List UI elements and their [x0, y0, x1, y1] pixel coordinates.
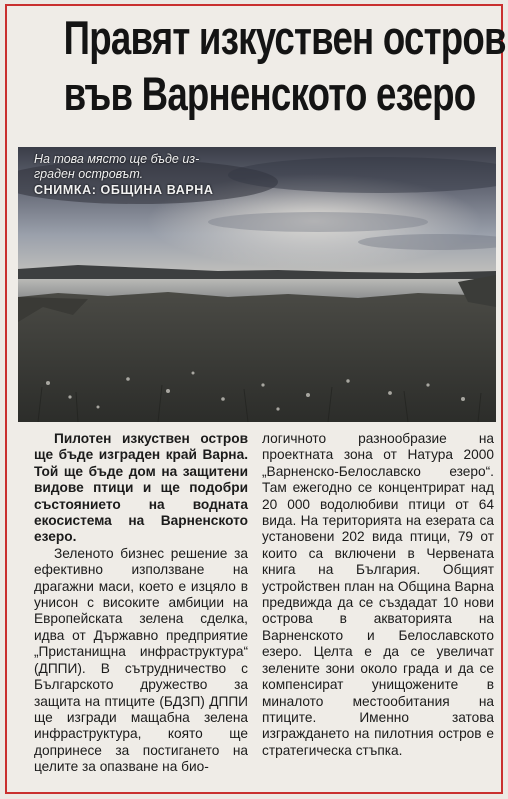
caption-line-2: граден островът. [34, 167, 144, 181]
article-column-right [262, 431, 494, 759]
article-lead: Пилотен изкуствен остров ще бъде изграден край Варна. Той ще бъде дом на защитени видове птици и ще подобри състоянието на водната екосистема на Варненското езеро. [34, 431, 248, 545]
photo-caption [34, 152, 214, 198]
photo-credit: СНИМКА: ОБЩИНА ВАРНА [34, 183, 214, 197]
headline [63, 10, 506, 122]
article-paragraph-1: Зеленото бизнес решение за ефективно използване на драгажни маси, което е изцяло в унисон с високите амбиции на Европейската зелена сделка, идва от Държавно предприятие „Пристанищна инфраструктура“ (ДППИ). В сътрудничество с Българското дружество за защита на птиците (БДЗП) ДППИ ще изгради мащабна зелена инфраструктура, която ще допринесе за постигането на целите за опазване на био- [34, 545, 248, 775]
article-paragraph-1-continued: логичното разнообразие на проектната зона от Натура 2000 „Варненско-Белославско езеро“. Там ежегодно се концентрират над 20 000 водолюбиви птици от 64 вида. На територията на езерата са установени 202 вида птици, 79 от които са включени в Червената книга на България. Общият устройствен план на Община Варна предвижда да се създадат 10 нови острова в акваторията на Варненското и Белославското езеро. Целта е да се увеличат зелените зони около града и да се компенсират унищожените в миналото местообитания на птиците. Именно затова изграждането на пилотния остров е стратегическа стъпка. [262, 431, 494, 758]
headline-line-1: Правят изкуствен остров [63, 11, 506, 64]
caption-line-1: На това място ще бъде из- [34, 152, 200, 166]
headline-line-2: във Варненското езеро [63, 67, 476, 120]
article-column-left [34, 431, 248, 776]
